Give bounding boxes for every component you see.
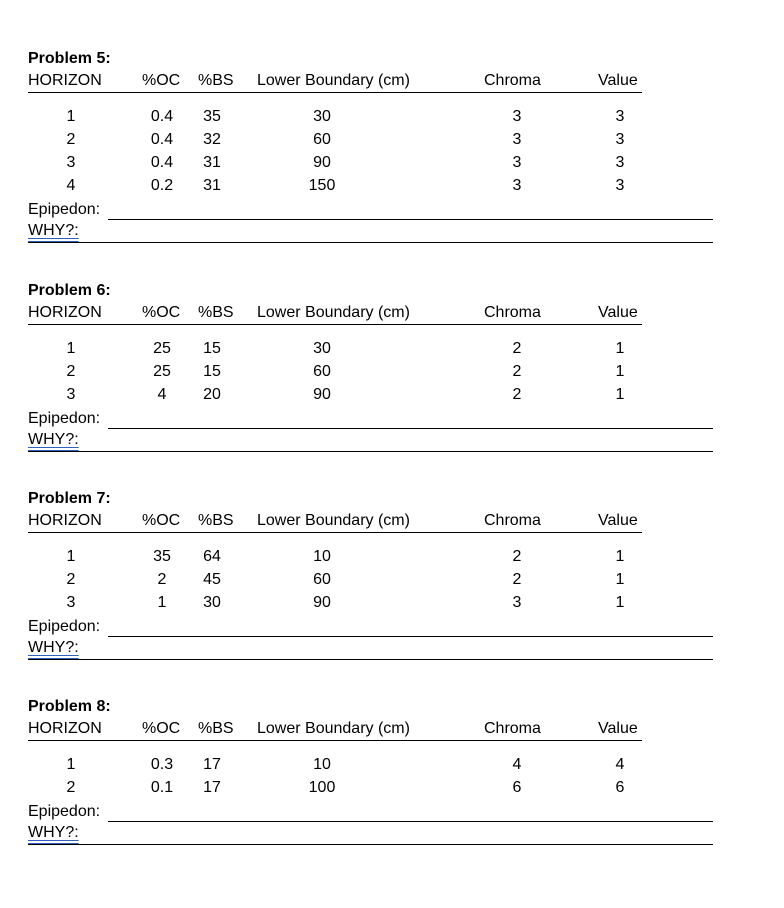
lower-boundary-cell: 60 <box>313 363 331 380</box>
epipedon-answer-line[interactable] <box>108 636 713 637</box>
chroma-cell: 2 <box>512 548 522 565</box>
horizon-cell: 1 <box>66 340 76 357</box>
header-underline <box>28 740 642 741</box>
header-horizon: HORIZON <box>28 304 102 321</box>
horizon-cell: 1 <box>66 108 76 125</box>
lower-boundary-cell: 60 <box>313 131 331 148</box>
chroma-cell: 2 <box>512 340 522 357</box>
problem-section <box>0 50 784 250</box>
header-value: Value <box>598 304 638 321</box>
epipedon-label: Epipedon: <box>28 201 101 218</box>
chroma-cell: 3 <box>512 108 522 125</box>
problem-title: Problem 6: <box>28 282 111 299</box>
value-cell: 3 <box>615 177 625 194</box>
bs-cell: 45 <box>203 571 221 588</box>
oc-cell: 25 <box>153 363 171 380</box>
header-value: Value <box>598 720 638 737</box>
header-horizon: HORIZON <box>28 512 102 529</box>
horizon-cell: 3 <box>66 154 76 171</box>
header-chroma: Chroma <box>484 72 541 89</box>
chroma-cell: 3 <box>512 177 522 194</box>
lower-boundary-cell: 60 <box>313 571 331 588</box>
header-chroma: Chroma <box>484 512 541 529</box>
bs-cell: 20 <box>203 386 221 403</box>
chroma-cell: 2 <box>512 363 522 380</box>
oc-cell: 0.4 <box>150 154 174 171</box>
chroma-cell: 2 <box>512 571 522 588</box>
why-answer-line[interactable] <box>28 242 713 243</box>
oc-cell: 25 <box>153 340 171 357</box>
bs-cell: 15 <box>203 340 221 357</box>
epipedon-answer-line[interactable] <box>108 821 713 822</box>
chroma-cell: 4 <box>512 756 522 773</box>
oc-cell: 35 <box>153 548 171 565</box>
horizon-cell: 1 <box>66 756 76 773</box>
bs-cell: 31 <box>203 154 221 171</box>
header-lower-boundary: Lower Boundary (cm) <box>257 72 410 89</box>
lower-boundary-cell: 90 <box>313 386 331 403</box>
lower-boundary-cell: 100 <box>308 779 336 796</box>
value-cell: 1 <box>615 386 625 403</box>
problem-section <box>0 490 784 690</box>
bs-cell: 31 <box>203 177 221 194</box>
header-underline <box>28 324 642 325</box>
horizon-cell: 2 <box>66 779 76 796</box>
header-horizon: HORIZON <box>28 72 102 89</box>
header-lower-boundary: Lower Boundary (cm) <box>257 304 410 321</box>
header-bs: %BS <box>198 512 234 529</box>
lower-boundary-cell: 10 <box>313 548 331 565</box>
epipedon-label: Epipedon: <box>28 803 101 820</box>
horizon-cell: 3 <box>66 594 76 611</box>
header-chroma: Chroma <box>484 720 541 737</box>
why-answer-line[interactable] <box>28 844 713 845</box>
header-oc: %OC <box>142 304 181 321</box>
header-oc: %OC <box>142 512 181 529</box>
chroma-cell: 3 <box>512 154 522 171</box>
bs-cell: 35 <box>203 108 221 125</box>
lower-boundary-cell: 90 <box>313 154 331 171</box>
bs-cell: 32 <box>203 131 221 148</box>
oc-cell: 0.2 <box>150 177 174 194</box>
problem-section <box>0 698 784 898</box>
chroma-cell: 3 <box>512 594 522 611</box>
value-cell: 4 <box>615 756 625 773</box>
why-answer-line[interactable] <box>28 451 713 452</box>
lower-boundary-cell: 10 <box>313 756 331 773</box>
oc-cell: 2 <box>157 571 167 588</box>
header-bs: %BS <box>198 72 234 89</box>
oc-cell: 0.4 <box>150 108 174 125</box>
header-chroma: Chroma <box>484 304 541 321</box>
oc-cell: 1 <box>157 594 167 611</box>
value-cell: 1 <box>615 571 625 588</box>
lower-boundary-cell: 90 <box>313 594 331 611</box>
epipedon-answer-line[interactable] <box>108 428 713 429</box>
header-bs: %BS <box>198 304 234 321</box>
header-value: Value <box>598 72 638 89</box>
oc-cell: 0.3 <box>150 756 174 773</box>
chroma-cell: 3 <box>512 131 522 148</box>
problem-section <box>0 282 784 482</box>
lower-boundary-cell: 30 <box>313 108 331 125</box>
why-label: WHY?: <box>28 222 79 239</box>
value-cell: 3 <box>615 131 625 148</box>
chroma-cell: 2 <box>512 386 522 403</box>
oc-cell: 0.1 <box>150 779 174 796</box>
bs-cell: 17 <box>203 756 221 773</box>
problem-title: Problem 8: <box>28 698 111 715</box>
lower-boundary-cell: 30 <box>313 340 331 357</box>
header-value: Value <box>598 512 638 529</box>
header-oc: %OC <box>142 720 181 737</box>
bs-cell: 30 <box>203 594 221 611</box>
value-cell: 1 <box>615 340 625 357</box>
horizon-cell: 3 <box>66 386 76 403</box>
why-answer-line[interactable] <box>28 659 713 660</box>
value-cell: 1 <box>615 548 625 565</box>
why-label: WHY?: <box>28 639 79 656</box>
chroma-cell: 6 <box>512 779 522 796</box>
header-underline <box>28 532 642 533</box>
lower-boundary-cell: 150 <box>308 177 336 194</box>
header-bs: %BS <box>198 720 234 737</box>
header-lower-boundary: Lower Boundary (cm) <box>257 720 410 737</box>
value-cell: 6 <box>615 779 625 796</box>
why-label: WHY?: <box>28 824 79 841</box>
header-underline <box>28 92 642 93</box>
bs-cell: 64 <box>203 548 221 565</box>
value-cell: 1 <box>615 594 625 611</box>
oc-cell: 0.4 <box>150 131 174 148</box>
header-lower-boundary: Lower Boundary (cm) <box>257 512 410 529</box>
header-horizon: HORIZON <box>28 720 102 737</box>
horizon-cell: 2 <box>66 131 76 148</box>
value-cell: 3 <box>615 154 625 171</box>
header-oc: %OC <box>142 72 181 89</box>
value-cell: 3 <box>615 108 625 125</box>
horizon-cell: 4 <box>66 177 76 194</box>
horizon-cell: 2 <box>66 571 76 588</box>
why-label: WHY?: <box>28 431 79 448</box>
epipedon-label: Epipedon: <box>28 618 101 635</box>
epipedon-label: Epipedon: <box>28 410 101 427</box>
problem-title: Problem 7: <box>28 490 111 507</box>
horizon-cell: 2 <box>66 363 76 380</box>
horizon-cell: 1 <box>66 548 76 565</box>
epipedon-answer-line[interactable] <box>108 219 713 220</box>
bs-cell: 17 <box>203 779 221 796</box>
oc-cell: 4 <box>157 386 167 403</box>
bs-cell: 15 <box>203 363 221 380</box>
value-cell: 1 <box>615 363 625 380</box>
problem-title: Problem 5: <box>28 50 111 67</box>
